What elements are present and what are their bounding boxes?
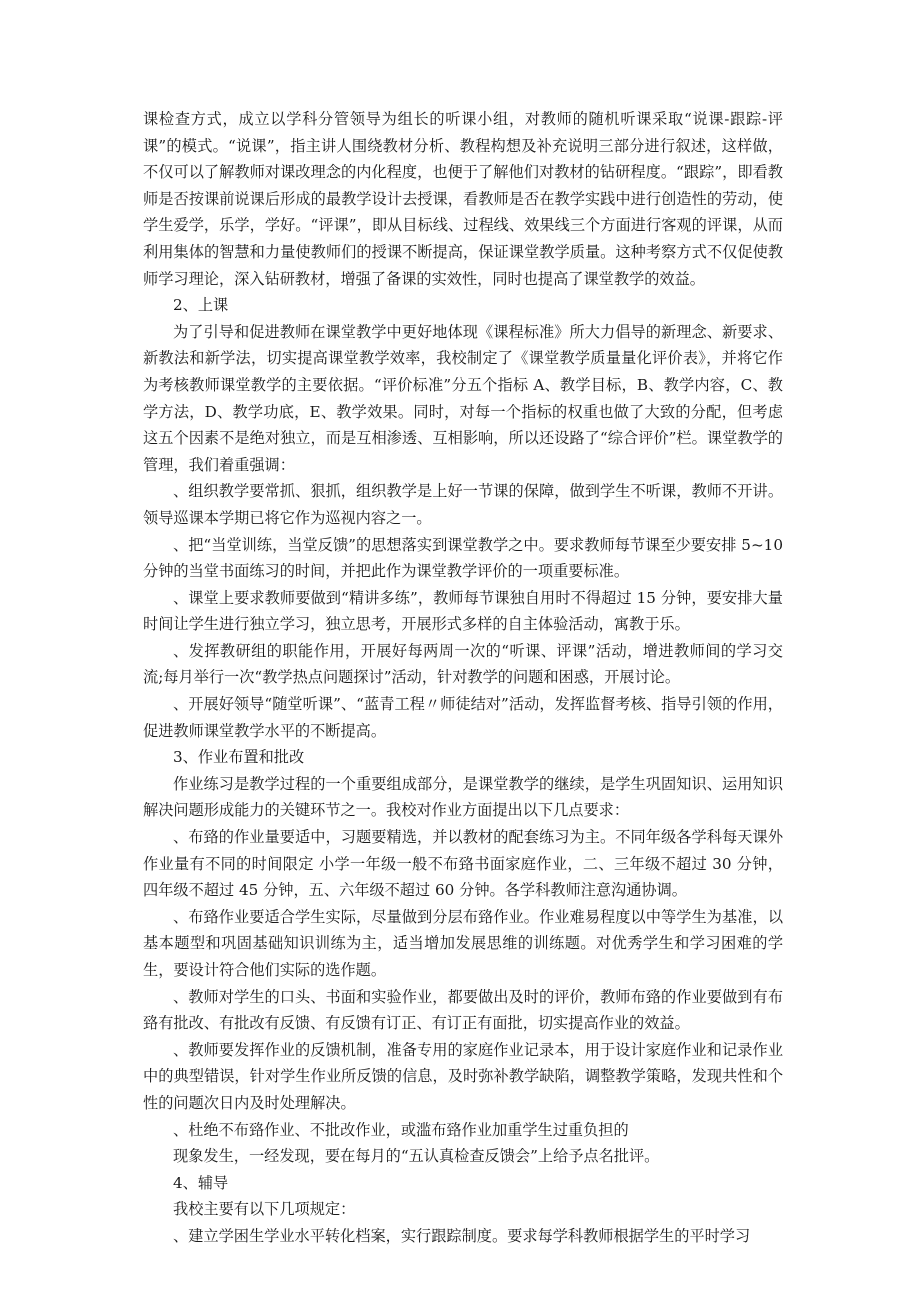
list-item: 、把“当堂训练，当堂反馈”的思想落实到课堂教学之中。要求教师每节课至少要安排 5~10 分钟的当堂书面练习的时间，并把此作为课堂教学评价的一项重要标准。 [143,535,783,581]
list-item: 、开展好领导“随堂听课”、“蓝青工程〃师徒结对”活动，发挥监督考核、指导引领的作用，促进教师课堂教学水平的不断提高。 [143,695,783,740]
document-body [143,106,783,1250]
paragraph: 我校主要有以下几项规定： [173,1200,356,1219]
section-heading: 4、辅导 [173,1173,229,1192]
paragraph: 为了引导和促进教师在课堂教学中更好地体现《课程标准》所大力倡导的新理念、新要求、新教法和新学法，切实提高课堂教学效率，我校制定了《课堂教学质量量化评价表》，并将它作为考核教师课堂教学的主要依据。“评价标准”分五个指标 A、教学目标，B、教学内容，C、教学方法，D、教学功底，E、教学效果。同时，对每一个指标的权重也做了大致的分配，但考虑这五个因素不是绝对独立，而是互相渗透、互相影响，所以还设路了“综合评价”栏。课堂教学的管理，我们着重强调： [143,322,783,474]
list-item: 、布臵的作业量要适中，习题要精选，并以教材的配套练习为主。不同年级各学科每天课外作业量有不同的时间限定 小学一年级一般不布臵书面家庭作业，二、三年级不超过 30 分钟，四年级不超过 45 分钟，五、六年级不超过 60 分钟。各学科教师注意沟通协调。 [143,828,783,900]
list-item: 、教师对学生的口头、书面和实验作业，都要做出及时的评价，教师布臵的作业要做到有布臵有批改、有批改有反馈、有反馈有订正、有订正有面批，切实提高作业的效益。 [143,987,783,1033]
section-heading: 2、上课 [173,296,229,315]
paragraph: 现象发生，一经发现，要在每月的“五认真检查反馈会”上给予点名批评。 [173,1147,660,1166]
list-item: 、杜绝不布臵作业、不批改作业，或滥布臵作业加重学生过重负担的 [173,1120,629,1139]
paragraph: 作业练习是教学过程的一个重要组成部分，是课堂教学的继续，是学生巩固知识、运用知识解决问题形成能力的关键环节之一。我校对作业方面提出以下几点要求： [143,774,783,820]
section-heading: 3、作业布置和批改 [173,748,305,767]
list-item: 、布臵作业要适合学生实际，尽量做到分层布臵作业。作业难易程度以中等学生为基准，以基本题型和巩固基础知识训练为主，适当增加发展思维的训练题。对优秀学生和学习困难的学生，要设计符合他们实际的选作题。 [143,907,783,979]
list-item: 、组织教学要常抓、狠抓，组织教学是上好一节课的保障，做到学生不听课，教师不开讲。领导巡课本学期已将它作为巡视内容之一。 [143,482,783,527]
list-item: 、建立学困生学业水平转化档案，实行跟踪制度。要求每学科教师根据学生的平时学习 [173,1226,751,1245]
list-item: 、教师要发挥作业的反馈机制，准备专用的家庭作业记录本，用于设计家庭作业和记录作业中的典型错误，针对学生作业所反馈的信息，及时弥补教学缺陷，调整教学策略，发现共性和个性的问题次日内及时处理解决。 [143,1040,783,1112]
list-item: 、课堂上要求教师要做到“精讲多练”，教师每节课独自用时不得超过 15 分钟，要安排大量时间让学生进行独立学习，独立思考，开展形式多样的自主体验活动，寓教于乐。 [143,588,783,634]
list-item: 、发挥教研组的职能作用，开展好每两周一次的“听课、评课”活动，增进教师间的学习交流;每月举行一次“教学热点问题探讨”活动，针对教学的问题和困惑，开展讨论。 [143,641,783,687]
paragraph: 课检查方式，成立以学科分管领导为组长的听课小组，对教师的随机听课采取“说课-跟踪-评课”的模式。“说课”，指主讲人围绕教材分析、教程构想及补充说明三部分进行叙述，这样做，不仅可以了解教师对课改理念的内化程度，也便于了解他们对教材的钻研程度。“跟踪”，即看教师是否按课前说课后形成的最教学设计去授课，看教师是否在教学实践中进行创造性的劳动，使学生爱学，乐学，学好。“评课”，即从目标线、过程线、效果线三个方面进行客观的评课，从而利用集体的智慧和力量使教师们的授课不断提高，保证课堂教学质量。这种考察方式不仅促使教师学习理论，深入钻研教材，增强了备课的实效性，同时也提高了课堂教学的效益。 [143,110,783,288]
